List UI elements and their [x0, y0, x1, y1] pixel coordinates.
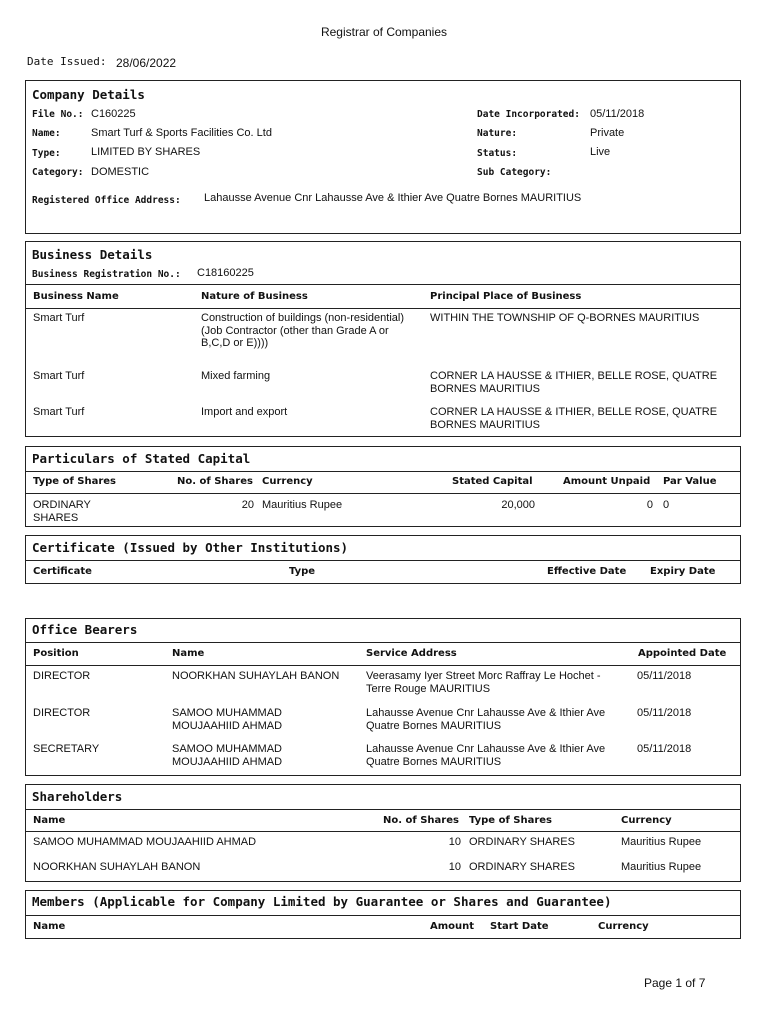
- table-row-business-nature: Construction of buildings (non-residential)(Job Contractor (other than Grade A or B,C,D or E)))): [201, 312, 404, 349]
- col-currency: Currency: [262, 476, 313, 487]
- col-certificate-type: Type: [289, 566, 316, 577]
- divider: [25, 642, 741, 643]
- divider: [25, 915, 741, 916]
- nature-value: Private: [590, 127, 625, 139]
- col-position: Position: [33, 648, 79, 659]
- col-shareholder-currency: Currency: [621, 815, 672, 826]
- table-row-officer-position: DIRECTOR: [33, 670, 91, 682]
- table-row-shareholder-currency: Mauritius Rupee: [621, 836, 702, 848]
- company-details-heading: Company Details: [32, 87, 145, 102]
- table-row-officer-address: Lahausse Avenue Cnr Lahausse Ave & Ithier Ave Quatre Bornes MAURITIUS: [366, 707, 606, 732]
- capital-currency-value: Mauritius Rupee: [262, 499, 343, 511]
- col-certificate: Certificate: [33, 566, 92, 577]
- table-row-shareholder-type: ORDINARY SHARES: [469, 836, 575, 848]
- nature-label: Nature:: [477, 128, 518, 139]
- divider: [25, 831, 741, 832]
- divider: [25, 809, 741, 810]
- divider: [25, 284, 741, 285]
- table-row-business-name: Smart Turf: [33, 312, 85, 324]
- col-shareholder-shares: No. of Shares: [383, 815, 459, 826]
- col-member-amount: Amount: [430, 921, 475, 932]
- col-member-currency: Currency: [598, 921, 649, 932]
- col-stated-capital: Stated Capital: [452, 476, 533, 487]
- col-par-value: Par Value: [663, 476, 717, 487]
- col-shareholder-type: Type of Shares: [469, 815, 553, 826]
- table-row-officer-address: Veerasamy Iyer Street Morc Raffray Le Hochet - Terre Rouge MAURITIUS: [366, 670, 601, 695]
- divider: [25, 471, 741, 472]
- category-label: Category:: [32, 167, 84, 178]
- table-row-officer-name: SAMOO MUHAMMAD MOUJAAHIID AHMAD: [172, 707, 283, 732]
- col-shareholder-name: Name: [33, 815, 66, 826]
- name-label: Name:: [32, 128, 61, 139]
- stated-capital-heading: Particulars of Stated Capital: [32, 451, 251, 466]
- capital-unpaid-value: 0: [646, 499, 653, 511]
- table-row-shareholder-name: SAMOO MUHAMMAD MOUJAAHIID AHMAD: [33, 836, 257, 848]
- registered-address-value: Lahausse Avenue Cnr Lahausse Ave & Ithier Ave Quatre Bornes MAURITIUS: [204, 192, 582, 204]
- file-no-value: C160225: [91, 108, 136, 120]
- table-row-business-place: CORNER LA HAUSSE & ITHIER, BELLE ROSE, QUATRE BORNES MAURITIUS: [430, 406, 718, 431]
- col-expiry-date: Expiry Date: [650, 566, 716, 577]
- col-type-of-shares: Type of Shares: [33, 476, 117, 487]
- date-issued-label: Date Issued:: [27, 55, 107, 68]
- table-row-business-nature: Import and export: [201, 406, 288, 418]
- table-row-shareholder-name: NOORKHAN SUHAYLAH BANON: [33, 861, 201, 873]
- col-amount-unpaid: Amount Unpaid: [563, 476, 651, 487]
- brn-label: Business Registration No.:: [32, 269, 181, 280]
- table-row-business-name: Smart Turf: [33, 370, 85, 382]
- table-row-shareholder-shares: 10: [448, 836, 461, 848]
- table-row-officer-position: SECRETARY: [33, 743, 100, 755]
- col-effective-date: Effective Date: [547, 566, 627, 577]
- status-value: Live: [590, 146, 611, 158]
- table-row-officer-date: 05/11/2018: [637, 743, 692, 755]
- sub-category-label: Sub Category:: [477, 167, 552, 178]
- table-row-shareholder-currency: Mauritius Rupee: [621, 861, 702, 873]
- file-no-label: File No.:: [32, 109, 84, 120]
- table-row-officer-name: SAMOO MUHAMMAD MOUJAAHIID AHMAD: [172, 743, 283, 768]
- table-row-business-place: CORNER LA HAUSSE & ITHIER, BELLE ROSE, QUATRE BORNES MAURITIUS: [430, 370, 718, 395]
- type-label: Type:: [32, 148, 61, 159]
- table-row-business-name: Smart Turf: [33, 406, 85, 418]
- certificate-heading: Certificate (Issued by Other Institutions): [32, 540, 349, 555]
- company-name-value: Smart Turf & Sports Facilities Co. Ltd: [91, 127, 272, 139]
- members-heading: Members (Applicable for Company Limited by Guarantee or Shares and Guarantee): [32, 894, 612, 909]
- col-officer-name: Name: [172, 648, 205, 659]
- table-row-officer-date: 05/11/2018: [637, 707, 692, 719]
- col-nature-of-business: Nature of Business: [201, 291, 308, 302]
- capital-par-value: 0: [663, 499, 670, 511]
- divider: [25, 665, 741, 666]
- status-label: Status:: [477, 148, 518, 159]
- shareholders-heading: Shareholders: [32, 789, 123, 804]
- date-issued-value: 28/06/2022: [116, 56, 177, 70]
- table-row-business-nature: Mixed farming: [201, 370, 271, 382]
- table-row-officer-date: 05/11/2018: [637, 670, 692, 682]
- capital-amount-value: 20,000: [501, 499, 535, 511]
- table-row-shareholder-type: ORDINARY SHARES: [469, 861, 575, 873]
- col-no-of-shares: No. of Shares: [177, 476, 253, 487]
- divider: [25, 308, 741, 309]
- col-appointed-date: Appointed Date: [638, 648, 727, 659]
- table-row-business-place: WITHIN THE TOWNSHIP OF Q-BORNES MAURITIUS: [430, 312, 700, 324]
- date-incorporated-value: 05/11/2018: [590, 108, 645, 120]
- date-incorporated-label: Date Incorporated:: [477, 109, 580, 120]
- business-details-heading: Business Details: [32, 247, 153, 262]
- col-member-name: Name: [33, 921, 66, 932]
- page-number: Page 1 of 7: [644, 976, 706, 990]
- table-row-officer-address: Lahausse Avenue Cnr Lahausse Ave & Ithier Ave Quatre Bornes MAURITIUS: [366, 743, 606, 768]
- divider: [25, 493, 741, 494]
- table-row-officer-name: NOORKHAN SUHAYLAH BANON: [172, 670, 340, 682]
- col-member-start-date: Start Date: [490, 921, 549, 932]
- capital-shares-value: 20: [241, 499, 254, 511]
- table-row-shareholder-shares: 10: [448, 861, 461, 873]
- capital-type-value: ORDINARY SHARES: [33, 499, 91, 524]
- page-title: Registrar of Companies: [320, 25, 448, 39]
- table-row-officer-position: DIRECTOR: [33, 707, 91, 719]
- registered-address-label: Registered Office Address:: [32, 195, 181, 206]
- category-value: DOMESTIC: [91, 166, 150, 178]
- divider: [25, 560, 741, 561]
- col-business-name: Business Name: [33, 291, 119, 302]
- company-type-value: LIMITED BY SHARES: [91, 146, 201, 158]
- brn-value: C18160225: [197, 267, 254, 279]
- office-bearers-heading: Office Bearers: [32, 622, 138, 637]
- col-principal-place: Principal Place of Business: [430, 291, 582, 302]
- col-service-address: Service Address: [366, 648, 457, 659]
